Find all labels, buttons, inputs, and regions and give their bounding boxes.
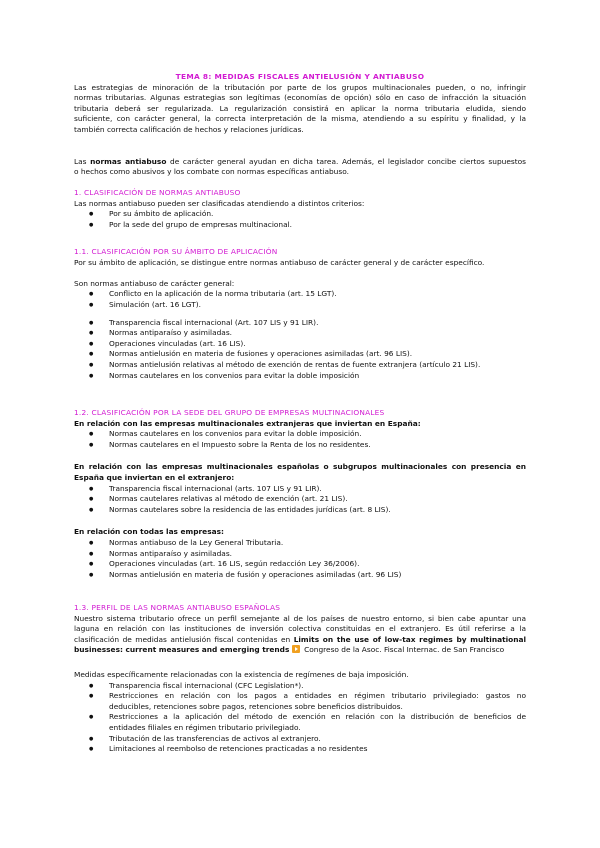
list-item: ● Normas antielusión relativas al método de exención de rentas de fuente extranjera (artículo 21 LIS). — [74, 360, 526, 371]
list — [74, 681, 526, 755]
subheading: En relación con todas las empresas: — [74, 527, 224, 537]
section-1-text: Las normas antiabuso pueden ser clasificadas atendiendo a distintos criterios: — [74, 198, 365, 208]
paragraph-line: Nuestro sistema tributario ofrece un perfil semejante al de los países de nuestro entorno, si bien cabe apuntar una — [74, 613, 526, 623]
list-item: ● Normas antiparaíso y asimiladas. — [74, 328, 526, 339]
section-1 — [74, 188, 526, 230]
list-item: ● Normas antiabuso de la Ley General Tributaria. — [74, 538, 526, 549]
list-item: ● Por la sede del grupo de empresas multinacional. — [74, 220, 526, 231]
list-item: ● Normas cautelares relativas al método de exención (art. 21 LIS). — [74, 494, 526, 505]
list-item: ● Operaciones vinculadas (art. 16 LIS). — [74, 339, 526, 350]
section-1-1 — [74, 247, 526, 381]
section-1-1-heading: 1.1. CLASIFICACIÓN POR SU ÁMBITO DE APLICACIÓN — [74, 247, 278, 256]
section-1-heading: 1. CLASIFICACIÓN DE NORMAS ANTIABUSO — [74, 188, 241, 197]
list-item: ● Normas antiparaíso y asimiladas. — [74, 549, 526, 560]
section-1-2-heading: 1.2. CLASIFICACIÓN POR LA SEDE DEL GRUPO DE EMPRESAS MULTINACIONALES — [74, 408, 385, 417]
list-item: ● Normas cautelares sobre la residencia de las entidades jurídicas (art. 8 LIS). — [74, 505, 526, 516]
intro-line: normas tributarias. Algunas estrategias son legítimas (economías de opción) sólo en caso de infracción la situación — [74, 93, 526, 103]
section-1-3 — [74, 603, 526, 755]
list-item: ● Transparencia fiscal internacional (CFC Legislation*). — [74, 681, 526, 692]
list-item: ● Normas cautelares en los convenios para evitar la doble imposición — [74, 371, 526, 382]
general-list — [74, 289, 526, 310]
list-item: ● Tributación de las transferencias de activos al extranjero. — [74, 734, 526, 745]
section-1-1-text: Por su ámbito de aplicación, se distingue entre normas antiabuso de carácter general y de carácter específico. — [74, 257, 485, 267]
list — [74, 429, 526, 450]
play-icon[interactable] — [292, 645, 300, 653]
subheading: España que inviertan en el extranjero: — [74, 472, 235, 482]
list-item: ● Limitaciones al reembolso de retenciones practicadas a no residentes — [74, 744, 526, 755]
antiabuso-line: o hechos como abusivos y los combate con normas específicas antiabuso. — [74, 167, 349, 177]
list-item: ● Transparencia fiscal internacional (arts. 107 LIS y 91 LIR). — [74, 484, 526, 495]
list-item: ● Normas antielusión en materia de fusiones y operaciones asimiladas (art. 96 LIS). — [74, 349, 526, 360]
specific-list — [74, 318, 526, 382]
intro-line: Las estrategias de minoración de la tributación por parte de los grupos multinacionales pueden, o no, infringir — [74, 82, 526, 92]
antiabuso-line: Las normas antiabuso de carácter general ayudan en dicha tarea. Además, el legislador concibe ciertos supuestos — [74, 156, 526, 166]
list-item: ● Normas cautelares en los convenios para evitar la doble imposición. — [74, 429, 526, 440]
section-1-3-text-2: Medidas específicamente relacionadas con la existencia de regímenes de baja imposición. — [74, 669, 409, 679]
paragraph-line: businesses: current measures and emerging trends Congreso de la Asoc. Fiscal Internac. de San Francisco — [74, 645, 505, 655]
antiabuso-paragraph — [74, 157, 526, 178]
paragraph-line: clasificación de medidas antielusión fiscal contenidas en Limits on the use of low-tax regimes by multinational — [74, 634, 526, 644]
list-item: ● Restricciones en relación con los pagos a entidades en régimen tributario privilegiado: gastos no deducibles, retenciones sobre pagos, retenciones sobre beneficios distribuidos. — [74, 691, 526, 712]
list-item: ● Normas antielusión en materia de fusión y operaciones asimiladas (art. 96 LIS) — [74, 570, 526, 581]
intro-paragraph — [74, 83, 526, 136]
list-item: ● Conflicto en la aplicación de la norma tributaria (art. 15 LGT). — [74, 289, 526, 300]
list-item: ● Transparencia fiscal internacional (Art. 107 LIS y 91 LIR). — [74, 318, 526, 329]
subheading: En relación con las empresas multinacionales españolas o subgrupos multinacionales con presencia en — [74, 462, 526, 472]
list — [74, 538, 526, 580]
intro-line: suficiente, con carácter general, la correcta interpretación de la misma, atendiendo a su espíritu y finalidad, y la — [74, 114, 526, 124]
list — [74, 484, 526, 516]
section-1-2 — [74, 408, 526, 580]
subheading: En relación con las empresas multinacionales extranjeras que inviertan en España: — [74, 418, 421, 428]
page-title: TEMA 8: MEDIDAS FISCALES ANTIELUSIÓN Y ANTIABUSO — [175, 72, 425, 81]
list-item: ● Restricciones a la aplicación del método de exención en relación con la distribución de beneficios de entidades filiales en régimen tributario privilegiado. — [74, 712, 526, 733]
list-item: ● Operaciones vinculadas (art. 16 LIS, según redacción Ley 36/2006). — [74, 559, 526, 570]
section-1-list — [74, 209, 526, 230]
paragraph-line: laguna en relación con las instituciones de inversión colectiva constituidas en el extranjero. Es útil referirse a la — [74, 624, 526, 634]
intro-line: también correcta calificación de hechos y relaciones jurídicas. — [74, 124, 304, 134]
list-item: ● Por su ámbito de aplicación. — [74, 209, 526, 220]
list-item: ● Normas cautelares en el Impuesto sobre la Renta de los no residentes. — [74, 440, 526, 451]
list-item: ● Simulación (art. 16 LGT). — [74, 300, 526, 311]
section-1-1-text-2: Son normas antiabuso de carácter general: — [74, 278, 235, 288]
section-1-3-heading: 1.3. PERFIL DE LAS NORMAS ANTIABUSO ESPAÑOLAS — [74, 603, 281, 612]
intro-line: tributaria deberá ser regularizada. La regularización consistirá en aplicar la norma tributaria eludida, siendo — [74, 103, 526, 113]
